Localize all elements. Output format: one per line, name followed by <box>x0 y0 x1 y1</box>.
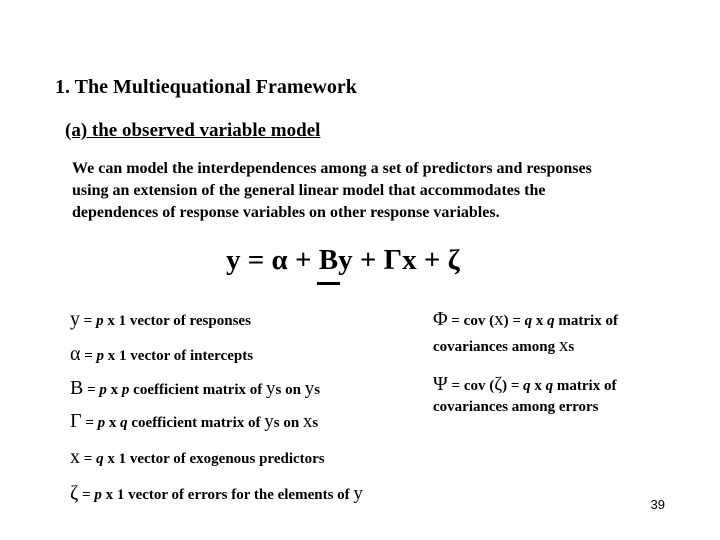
text: q <box>547 313 555 329</box>
text: = <box>78 487 95 503</box>
text: q <box>545 378 554 394</box>
def-B <box>70 377 320 400</box>
def-y <box>70 308 251 331</box>
page-number: 39 <box>650 497 665 512</box>
def-zeta <box>70 482 363 505</box>
text: y <box>264 411 274 432</box>
text: = <box>83 382 100 398</box>
text: x 1 vector of intercepts <box>104 348 254 364</box>
paragraph-line: using an extension of the general linear model that accommodates the <box>72 182 546 199</box>
text: s <box>568 339 575 355</box>
model-equation <box>226 244 460 277</box>
slide-subtitle: (a) the observed variable model <box>65 120 321 141</box>
text: matrix of <box>554 313 618 329</box>
text: = <box>80 451 97 467</box>
paragraph-line: dependences of response variables on other response variables. <box>72 204 500 221</box>
text: x <box>532 313 548 329</box>
text: p <box>97 415 106 431</box>
text: ) = <box>503 313 525 329</box>
def-Phi-line2 <box>433 335 574 357</box>
text: x <box>106 382 122 398</box>
text: x 1 vector of exogenous predictors <box>103 451 325 467</box>
text: y <box>266 378 276 399</box>
text: q <box>524 313 533 329</box>
text: = <box>81 415 98 431</box>
text: = <box>80 313 97 329</box>
text: p <box>94 487 102 503</box>
text: coefficient matrix of <box>129 382 267 398</box>
intro-paragraph <box>72 158 672 224</box>
text: x <box>558 335 569 356</box>
symbol: x <box>70 446 80 468</box>
text: q <box>96 451 104 467</box>
text: s <box>314 382 321 398</box>
equation-matrix-b: B <box>318 244 339 276</box>
def-x <box>70 446 325 469</box>
def-alpha <box>70 343 253 366</box>
symbol: Γ <box>70 410 82 432</box>
symbol: α <box>70 343 81 365</box>
paragraph-line: We can model the interdependences among a set of predictors and responses <box>72 160 592 177</box>
text: ) = <box>502 378 524 394</box>
equation-part: y = α + <box>226 244 319 276</box>
text: s on <box>273 415 303 431</box>
text: p <box>96 313 104 329</box>
text: = <box>80 348 97 364</box>
text: p <box>121 382 130 398</box>
text: q <box>523 378 531 394</box>
symbol: B <box>70 377 84 399</box>
text: q <box>120 415 128 431</box>
symbol: Ψ <box>433 373 448 395</box>
text: x <box>530 378 546 394</box>
text: s <box>312 415 319 431</box>
text: y <box>304 378 315 399</box>
text: x <box>302 411 313 432</box>
text: x <box>494 309 504 330</box>
text: matrix of <box>553 378 617 394</box>
def-Gamma <box>70 410 318 433</box>
text: y <box>353 483 363 504</box>
def-Psi <box>433 373 616 396</box>
text: p <box>99 382 107 398</box>
text: s on <box>275 382 305 398</box>
def-Phi <box>433 308 618 331</box>
slide-title: 1. The Multiequational Framework <box>55 76 357 98</box>
text: ζ <box>494 374 503 395</box>
symbol: y <box>70 308 80 330</box>
text: x 1 vector of responses <box>103 313 251 329</box>
symbol: Φ <box>433 308 448 330</box>
equation-part: y + Γx + ζ <box>338 244 460 276</box>
text: coefficient matrix of <box>127 415 265 431</box>
text: = cov ( <box>447 313 495 329</box>
text: p <box>96 348 105 364</box>
symbol: ζ <box>70 482 79 504</box>
text: = cov ( <box>447 378 495 394</box>
text: x 1 vector of errors for the elements of <box>101 487 354 503</box>
def-Psi-line2 <box>433 399 599 416</box>
text: covariances among <box>433 339 559 355</box>
text: covariances among errors <box>433 399 599 415</box>
text: x <box>105 415 121 431</box>
